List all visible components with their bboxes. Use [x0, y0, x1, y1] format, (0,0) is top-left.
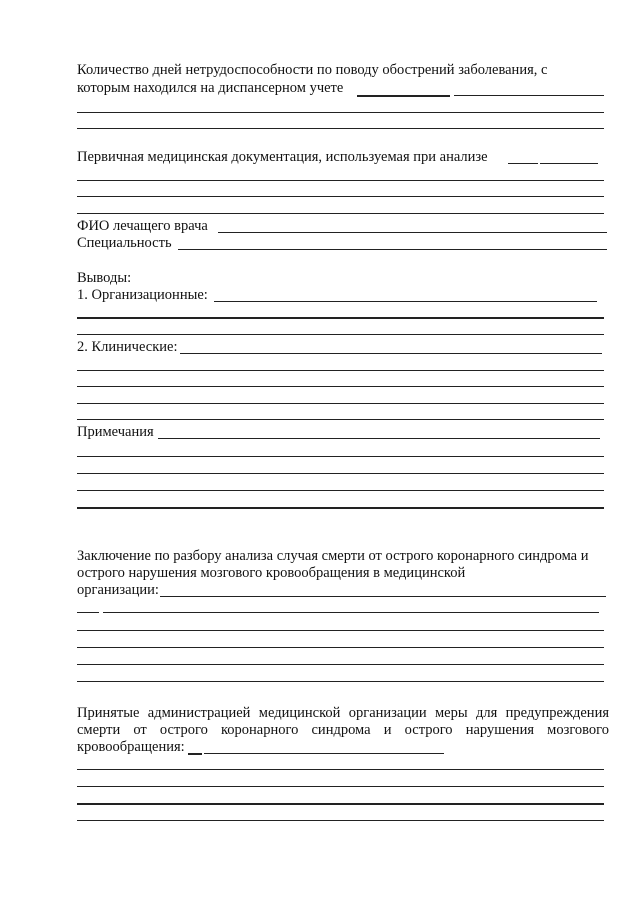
doctor-specialty-field[interactable]	[178, 249, 607, 250]
clinical-line-3[interactable]	[77, 403, 604, 404]
primary-docs-field-b[interactable]	[540, 163, 598, 164]
measures-text-line2: смерти от острого коронарного синдрома и острого нарушения мозгового	[77, 722, 609, 738]
clinical-line-1[interactable]	[77, 370, 604, 371]
analysis-conclusion-field[interactable]	[160, 596, 606, 597]
measures-text-line3: кровообращения:	[77, 739, 185, 755]
doctor-fio-field[interactable]	[218, 232, 607, 233]
conclusions-heading: Выводы:	[77, 270, 132, 286]
clinical-line-2[interactable]	[77, 386, 604, 387]
analysis-conclusion-line-1[interactable]	[77, 630, 604, 631]
sick-days-field-short[interactable]	[357, 95, 450, 97]
analysis-conclusion-line2: острого нарушения мозгового кровообращения в медицинской	[77, 565, 466, 581]
analysis-conclusion-field-short[interactable]	[77, 612, 99, 613]
primary-docs-line-1[interactable]	[77, 180, 604, 181]
analysis-conclusion-line-3[interactable]	[77, 664, 604, 665]
sick-days-text-line2: которым находился на диспансерном учете	[77, 80, 344, 96]
primary-docs-line-2[interactable]	[77, 196, 604, 197]
measures-line-1[interactable]	[77, 769, 604, 770]
clinical-label: 2. Клинические:	[77, 339, 178, 355]
analysis-conclusion-line3: организации:	[77, 582, 159, 598]
analysis-conclusion-line-2[interactable]	[77, 647, 604, 648]
doctor-fio-label: ФИО лечащего врача	[77, 218, 208, 234]
sick-days-text-line1: Количество дней нетрудоспособности по поводу обострений заболевания, с	[77, 62, 548, 78]
notes-field[interactable]	[158, 438, 600, 439]
sick-days-field-long[interactable]	[454, 95, 604, 96]
organizational-line-2[interactable]	[77, 334, 604, 335]
doctor-specialty-label: Специальность	[77, 235, 172, 251]
analysis-conclusion-line1: Заключение по разбору анализа случая смерти от острого коронарного синдрома и	[77, 548, 589, 564]
measures-line-4[interactable]	[77, 820, 604, 821]
primary-docs-label: Первичная медицинская документация, используемая при анализе	[77, 149, 488, 165]
notes-line-4[interactable]	[77, 507, 604, 509]
measures-line-2[interactable]	[77, 786, 604, 787]
clinical-line-4[interactable]	[77, 419, 604, 420]
organizational-field[interactable]	[214, 301, 597, 302]
notes-line-2[interactable]	[77, 473, 604, 474]
organizational-line-1[interactable]	[77, 317, 604, 319]
primary-docs-field-a[interactable]	[508, 163, 538, 164]
analysis-conclusion-field-long[interactable]	[103, 612, 599, 613]
notes-line-3[interactable]	[77, 490, 604, 491]
measures-field-short[interactable]	[188, 753, 202, 755]
sick-days-line-1[interactable]	[77, 112, 604, 113]
notes-line-1[interactable]	[77, 456, 604, 457]
organizational-label: 1. Организационные:	[77, 287, 208, 303]
clinical-field[interactable]	[180, 353, 602, 354]
measures-text-line1: Принятые администрацией медицинской организации меры для предупреждения	[77, 705, 609, 721]
measures-field-long[interactable]	[204, 753, 444, 754]
measures-line-3[interactable]	[77, 803, 604, 805]
sick-days-line-2[interactable]	[77, 128, 604, 129]
primary-docs-line-3[interactable]	[77, 213, 604, 214]
analysis-conclusion-line-4[interactable]	[77, 681, 604, 682]
notes-label: Примечания	[77, 424, 154, 440]
